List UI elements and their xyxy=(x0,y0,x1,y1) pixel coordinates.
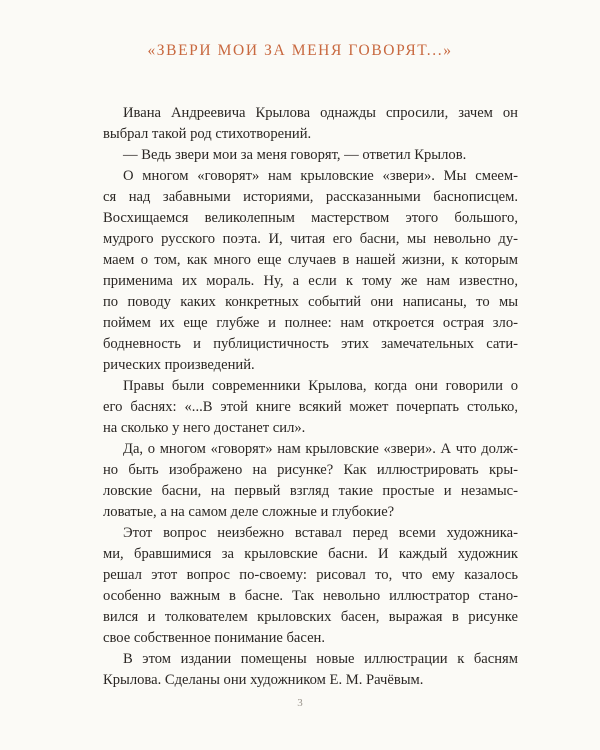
text-line: рических произведений. xyxy=(103,357,255,373)
text-line: Крылова. Сделаны они художником Е. М. Рачёвым. xyxy=(103,672,424,688)
text-line: решал этот вопрос по-своему: рисовал то, что ему казалось xyxy=(103,567,518,583)
text-line: вился и толкователем крыловских басен, выражая в рисунке xyxy=(103,609,518,625)
text-line: маем о том, как много еще случаев в нашей жизни, к которым xyxy=(103,252,518,268)
text-line: но быть изображено на рисунке? Как иллюстрировать кры- xyxy=(103,462,518,478)
text-line: по поводу каких конкретных событий они написаны, то мы xyxy=(103,294,518,310)
text-line: ми, бравшимися за крыловские басни. И каждый художник xyxy=(103,546,518,562)
paragraph-5 xyxy=(103,439,518,523)
text-line: Да, о многом «говорят» нам крыловские «звери». А что долж- xyxy=(123,441,518,457)
paragraph-2 xyxy=(103,145,518,166)
chapter-title: «ЗВЕРИ МОИ ЗА МЕНЯ ГОВОРЯТ...» xyxy=(147,42,453,59)
text-line: Восхищаемся великолепным мастерством этого большого, xyxy=(103,210,518,226)
paragraph-6 xyxy=(103,523,518,649)
page-number: 3 xyxy=(297,697,303,709)
text-line: Ивана Андреевича Крылова однажды спросили, зачем он xyxy=(123,105,518,121)
text-line: свое собственное понимание басен. xyxy=(103,630,326,646)
text-line: ловские басни, на первый взгляд такие простые и незамыс- xyxy=(103,483,518,499)
text-line: применима их мораль. Ну, а если к тому же нам известно, xyxy=(103,273,518,289)
text-line: бодневность и публицистичность этих замечательных сати- xyxy=(103,336,518,352)
paragraph-3 xyxy=(103,166,518,376)
text-line: особенно важным в басне. Так невольно иллюстратор стано- xyxy=(103,588,518,604)
text-line: О многом «говорят» нам крыловские «звери». Мы смеем- xyxy=(123,168,518,184)
body-text xyxy=(103,103,518,691)
text-line: поймем их еще глубже и полнее: нам откроется острая зло- xyxy=(103,315,518,331)
text-line: — Ведь звери мои за меня говорят, — ответил Крылов. xyxy=(123,147,467,163)
text-line: выбрал такой род стихотворений. xyxy=(103,126,312,142)
text-line: мудрого русского поэта. И, читая его басни, мы невольно ду- xyxy=(103,231,518,247)
paragraph-4 xyxy=(103,376,518,439)
text-line: его баснях: «...В этой книге всякий может почерпать столько, xyxy=(103,399,518,415)
text-line: на сколько у него достанет сил». xyxy=(103,420,306,436)
text-line: ся над забавными историями, рассказанными баснописцем. xyxy=(103,189,518,205)
text-line: В этом издании помещены новые иллюстрации к басням xyxy=(123,651,518,667)
text-line: ловатые, а на самом деле сложные и глубокие? xyxy=(103,504,395,520)
paragraph-1 xyxy=(103,103,518,145)
paragraph-7 xyxy=(103,649,518,691)
text-line: Правы были современники Крылова, когда они говорили о xyxy=(123,378,518,394)
text-line: Этот вопрос неизбежно вставал перед всеми художника- xyxy=(123,525,518,541)
